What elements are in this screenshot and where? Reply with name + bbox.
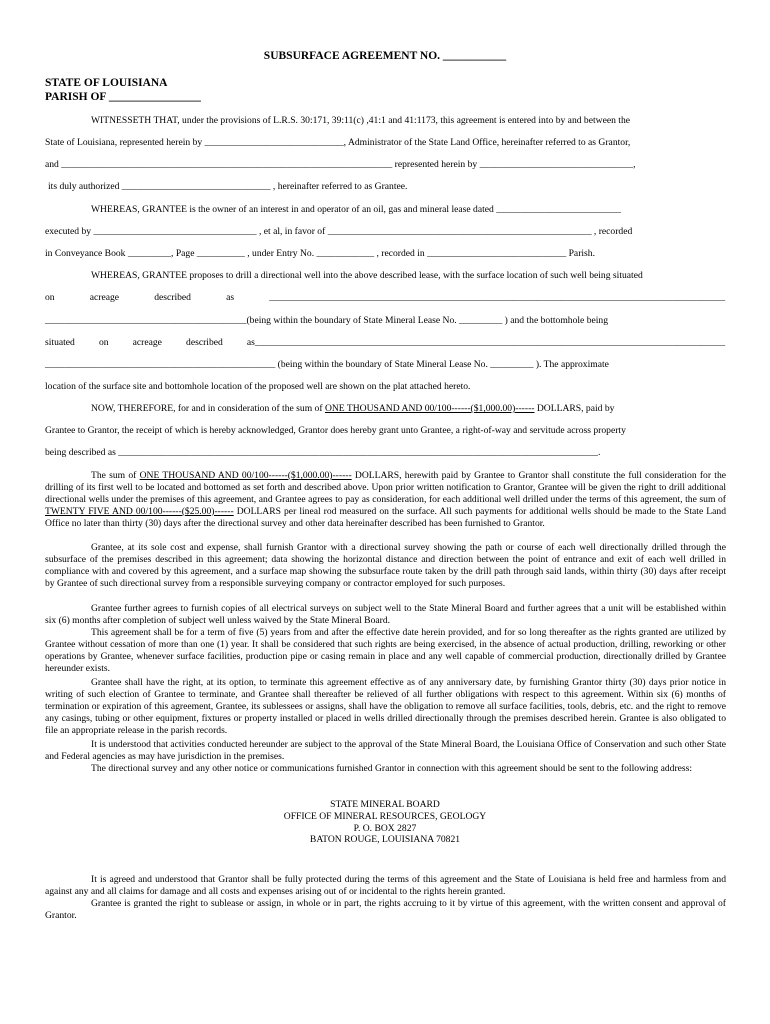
consideration-line	[91, 403, 725, 415]
address-line-2: OFFICE OF MINERAL RESOURCES, GEOLOGY	[283, 810, 487, 822]
property-description-line: being described as ____________________________________________________________________________________________________.	[45, 447, 601, 458]
plat-line: location of the surface site and bottomhole location of the proposed well are shown on the plat attached hereto.	[45, 381, 471, 392]
paragraph-directional-survey: Grantee, at its sole cost and expense, shall furnish Grantor with a directional survey showing the path or course of each well directionally drilled through the subsurface of the premises described in this agreement; data showing the horizontal distance and direction between the point of entrance and exit of each well drilled in compliance with and covered by this agreement, and a surface map showing the subsurface route taken by the drill path through said lands, within thirty (30) days after receipt by Grantee of such directional survey from a responsible surveying company or contractor employed for such purposes.	[45, 542, 726, 589]
grantor-line: State of Louisiana, represented herein by _____________________________, Administrator of the State Land Office, hereinafter referred to as Grantor,	[45, 137, 631, 148]
sum-text-2: DOLLARS, herewith paid by Grantee to Grantor shall constitute the full consideration for the drilling of its first well to be located and bottomed as set forth and described above. Upon prior written notification to Grantor, Grantee will be given the right to drill additional directional wells under the premises of this agreement, and Grantee agrees to pay as consideration, for each additional well drilled under the terms of this agreement, the sum of	[45, 470, 726, 505]
paragraph-term: This agreement shall be for a term of five (5) years from and after the effective date herein provided, and for so long thereafter as the rights granted are utilized by Grantee without cessation of more than one (1) year. It shall be considered that such rights are being exercised, in the absence of actual production, drilling, reworking or other operations by Grantee, whenever surface facilities, production pipe or casing remain in place and any well capable of commercial production, directionally drilled by Grantee hereunder exists.	[45, 627, 726, 674]
conveyance-line: in Conveyance Book _________, Page __________ , under Entry No. ____________ , recorded in _____________________________ Parish.	[45, 248, 595, 259]
surface-lease-line: __________________________________________(being within the boundary of State Mineral Lease No. _________ ) and the bottomhole being	[45, 315, 609, 326]
surface-acreage-line: on acreage described as _______________________________________________________________________________________________	[45, 292, 725, 303]
whereas-drill-line: WHEREAS, GRANTEE proposes to drill a directional well into the above described lease, with the surface location of such well being situated	[91, 270, 643, 281]
authorized-line: its duly authorized _______________________________ , hereinafter referred to as Grantee.	[48, 181, 408, 192]
paragraph-sublease: Grantee is granted the right to sublease or assign, in whole or in part, the rights accruing to it by virtue of this agreement, with the written consent and approval of Grantor.	[45, 898, 726, 921]
mailing-address	[0, 799, 770, 846]
grantee-line: and _____________________________________________________________________ represented herein by ________________________________,	[45, 159, 636, 170]
address-line-1: STATE MINERAL BOARD	[330, 799, 440, 810]
bottomhole-lease-line: ________________________________________________ (being within the boundary of State Mineral Lease No. _________ ). The approximate	[45, 359, 609, 370]
sum-first-well-amount: ONE THOUSAND AND 00/100------($1,000.00)------	[139, 470, 352, 481]
parish-heading: PARISH OF ________________	[45, 91, 201, 103]
paragraph-termination: Grantee shall have the right, at its option, to terminate this agreement effective as of any anniversary date, by furnishing Grantor thirty (30) days prior notice in writing of such election of Grantee to terminate, and Grantee shall thereafter be relieved of all further obligations with respect to this agreement. Within six (6) months of termination or expiration of this agreement, Grantee, its sublessees or assigns, shall have the obligation to remove all surface facilities, tools, debris, etc. and the right to remove any casings, tubing or other equipment, fixtures or property installed or placed in wells drilled directionally through the premises described herein. Grantee is also obligated to file an appropriate release in the parish records.	[45, 677, 726, 736]
consideration-amount: ONE THOUSAND AND 00/100------($1,000.00)------	[324, 403, 535, 414]
paragraph-indemnity: It is agreed and understood that Grantor shall be fully protected during the terms of this agreement and the State of Louisiana is held free and harmless from and against any and all claims for damage and all costs and expenses arising out of or incidental to the rights herein granted.	[45, 874, 726, 897]
sum-additional-well-amount: TWENTY FIVE AND 00/100------($25.00)------	[45, 505, 234, 517]
bottomhole-acreage-line: situated on acreage described as__________________________________________________________________________________________________	[45, 337, 725, 348]
sum-text: The sum of	[91, 470, 140, 481]
paragraph-sum	[45, 470, 726, 530]
whereas-owner-line: WHEREAS, GRANTEE is the owner of an interest in and operator of an oil, gas and mineral lease dated __________________________	[91, 204, 621, 215]
consideration-text: NOW, THEREFORE, for and in consideration of the sum of	[91, 403, 325, 414]
paragraph-electrical-surveys: Grantee further agrees to furnish copies of all electrical surveys on subject well to the State Mineral Board and further agrees that a unit will be established within six (6) months after completion of subject well unless waived by the State Mineral Board.	[45, 603, 726, 626]
consideration-text-end: DOLLARS, paid by	[534, 403, 615, 414]
sum-text-3: DOLLARS per lineal rod measured on the surface. All such payments for additional wells should be made to the State Land Office no later than thirty (30) days after the directional survey and other data hereinafter described has been furnished to Grantor.	[45, 505, 726, 529]
paragraph-approval: It is understood that activities conducted hereunder are subject to the approval of the State Mineral Board, the Louisiana Office of Conservation and such other State and Federal agencies as may have jurisdiction in the premises.	[45, 739, 726, 762]
document-title: SUBSURFACE AGREEMENT NO. ___________	[263, 50, 507, 62]
state-heading: STATE OF LOUISIANA	[45, 77, 168, 89]
address-line-4: BATON ROUGE, LOUISIANA 70821	[309, 834, 461, 846]
paragraph-address-intro: The directional survey and any other notice or communications furnished Grantor in connection with this agreement should be sent to the following address:	[91, 763, 693, 774]
grant-line: Grantee to Grantor, the receipt of which is hereby acknowledged, Grantor does hereby grant unto Grantee, a right-of-way and servitude across property	[45, 425, 626, 436]
executed-by-line: executed by __________________________________ , et al, in favor of _______________________________________________________ , recorded	[45, 226, 633, 237]
witnesseth-line: WITNESSETH THAT, under the provisions of L.R.S. 30:171, 39:11(c) ,41:1 and 41:1173, this agreement is entered into by and between the	[91, 115, 631, 126]
address-line-3: P. O. BOX 2827	[353, 822, 417, 834]
